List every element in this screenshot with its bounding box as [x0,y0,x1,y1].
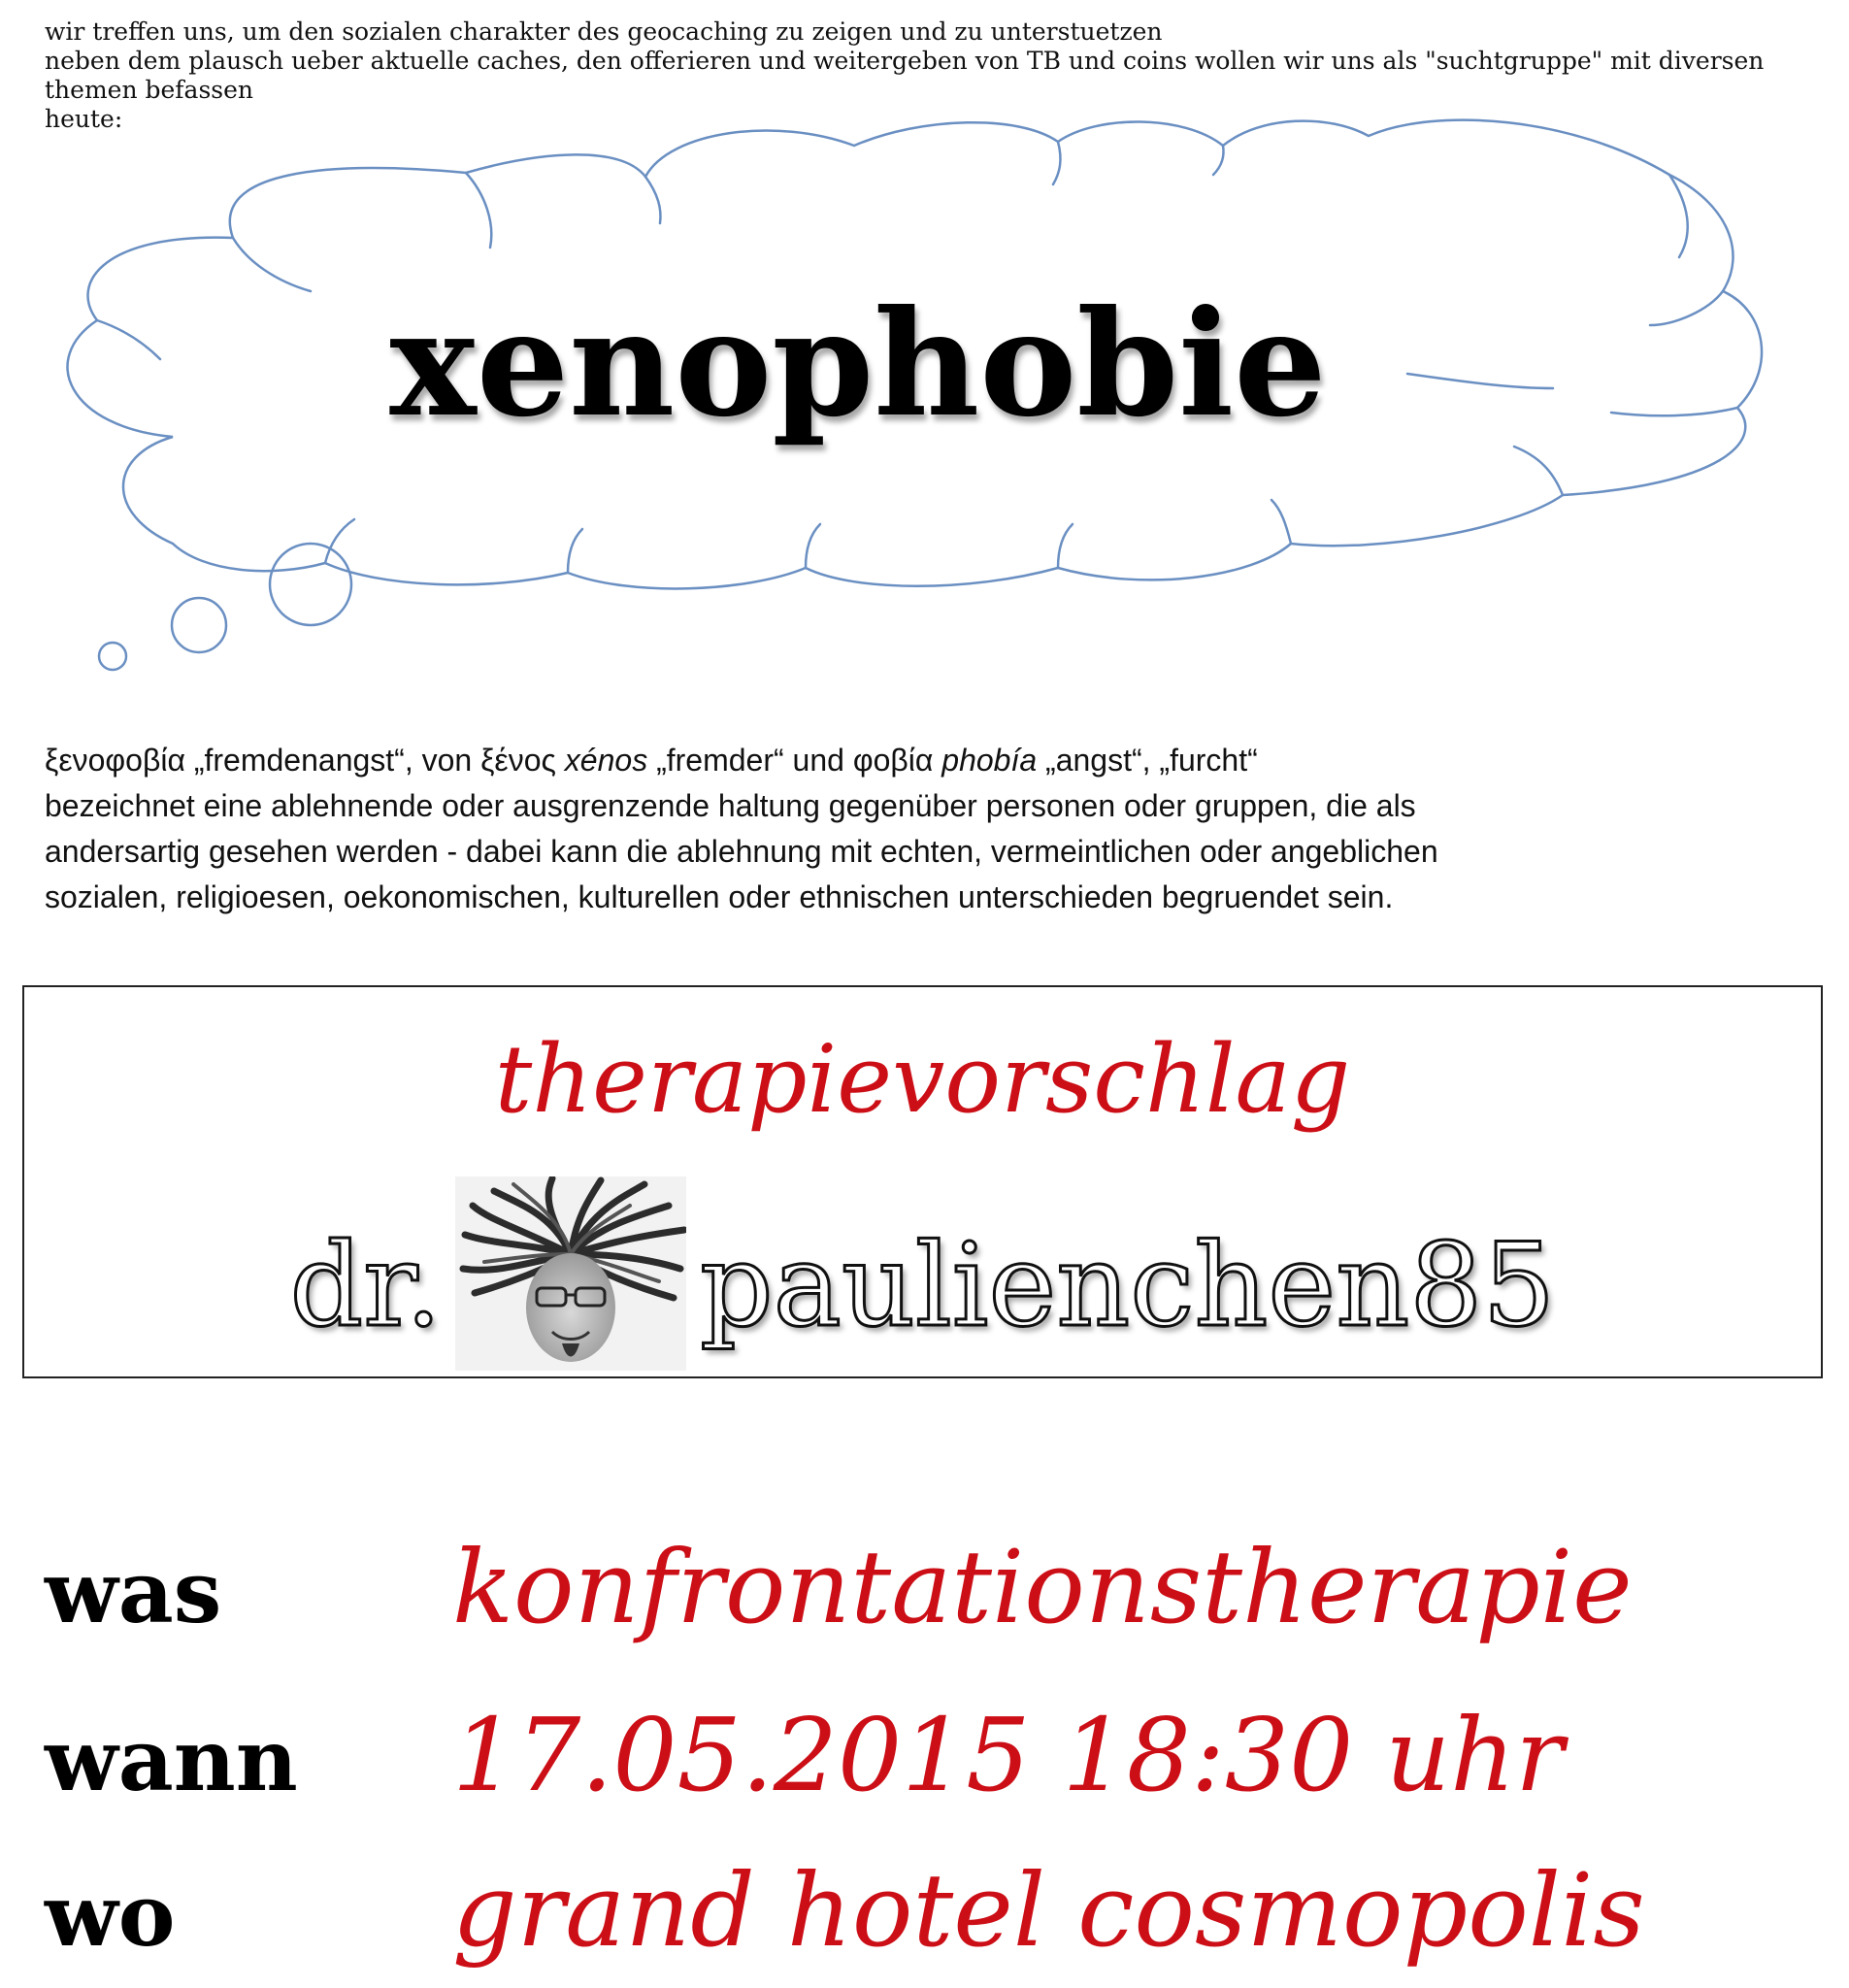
definition-text [45,738,1801,920]
was-label: was [45,1541,222,1642]
detail-row-was [45,1519,1811,1645]
doctor-prefix: dr. [289,1218,443,1352]
detail-row-wo [45,1842,1811,1969]
definition-line-3: andersartig gesehen werden - dabei kann die ablehnung mit echten, vermeintlichen oder angeblichen [45,834,1438,869]
term-xenos: xénos [564,743,648,778]
therapy-title: therapievorschlag [494,1025,1351,1134]
doctor-portrait-image [455,1176,686,1371]
intro-line-1: wir treffen uns, um den sozialen charakter des geocaching zu zeigen und zu unterstuetzen [45,17,1163,46]
wann-value: 17.05.2015 18:30 uhr [452,1696,1564,1814]
intro-line-3: heute: [45,105,123,133]
wo-value: grand hotel cosmopolis [452,1851,1645,1970]
wann-label: wann [45,1709,298,1810]
doctor-name: paulienchen85 [700,1218,1556,1352]
was-value: konfrontationstherapie [452,1528,1633,1646]
greek-term: ξενοφοβία [45,743,185,778]
definition-line-2: bezeichnet eine ablehnende oder ausgrenzende haltung gegenüber personen oder gruppen, die als [45,788,1416,823]
detail-row-wann [45,1687,1811,1813]
term-phobia: phobía [941,743,1038,778]
cloud-title: xenophobie [389,279,1327,449]
definition-line-4: sozialen, religioesen, oekonomischen, kulturellen oder ethnischen unterschieden begruendet sein. [45,879,1394,914]
intro-line-2: neben dem plausch ueber aktuelle caches, den offerieren und weitergeben von TB und coins wollen wir uns als "suchtgruppe" mit diversen themen befassen [45,47,1765,104]
definition-line-1: ξενοφοβία „fremdenangst“, von ξένος xénos „fremder“ und φοβία phobía „angst“, „furcht“ [45,743,1258,778]
therapy-box [22,985,1823,1378]
wo-label: wo [45,1865,176,1966]
doctor-signature [24,1176,1821,1371]
